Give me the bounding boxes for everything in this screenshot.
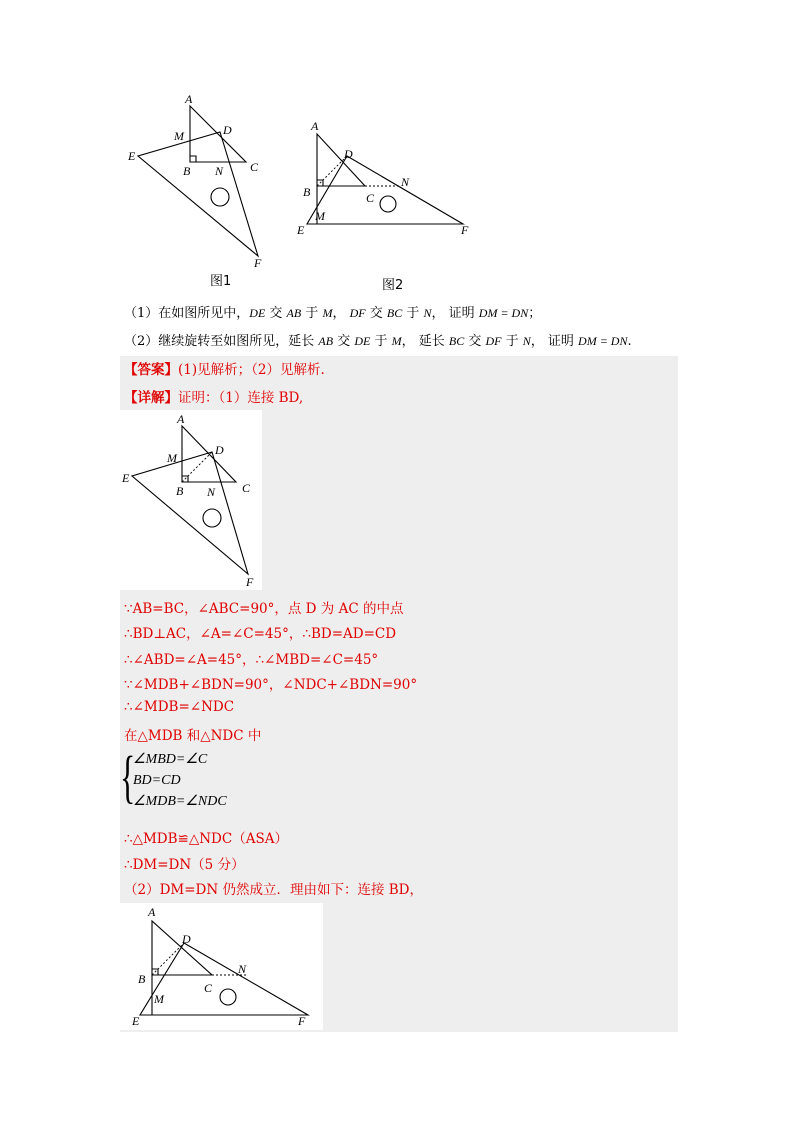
fig2-caption: 图2 [382, 278, 404, 293]
problem-q2: （2）继续旋转至如图所见，延长 AB 交 DE 于 M， 延长 BC 交 DF 于 N， 证明 DM = DN. [124, 334, 632, 349]
label-m: M [154, 992, 164, 1006]
answer-text: (1)见解析；（2）见解析. [178, 362, 325, 378]
proof-line-4: ∵∠MDB+∠BDN=90°，∠NDC+∠BDN=90° [124, 677, 418, 693]
condition-1: ∠MBD=∠C [133, 752, 208, 767]
proof-line-3: ∴∠ABD=∠A=45°，∴∠MBD=∠C=45° [124, 652, 379, 668]
proof-line-9: （2）DM=DN 仍然成立．理由如下：连接 BD， [124, 882, 424, 898]
label-m: M [174, 129, 184, 143]
label-n: N [401, 175, 410, 189]
label-c: C [242, 481, 251, 495]
condition-2: BD=CD [133, 773, 181, 788]
label-e: E [132, 1014, 140, 1028]
detail-intro-line [124, 386, 303, 406]
label-m: M [167, 451, 177, 465]
label-c: C [366, 191, 375, 205]
proof-line-8: ∴DM=DN（5 分） [124, 857, 245, 873]
proof-line-6: 在△MDB 和△NDC 中 [124, 728, 262, 744]
problem-q1: （1）在如图所见中，DE 交 AB 于 M， DF 交 BC 于 N， 证明 DM = DN； [124, 306, 542, 321]
label-a: A [177, 412, 185, 426]
figure-2 [295, 116, 480, 246]
proof-line-5: ∴∠MDB=∠NDC [124, 699, 235, 715]
label-d: D [344, 147, 353, 161]
label-b: B [138, 972, 146, 986]
label-m: M [315, 209, 325, 223]
label-f: F [298, 1014, 306, 1028]
answer-tag: 【答案】 [124, 362, 178, 378]
detail-intro: 证明：（1）连接 BD, [178, 390, 304, 406]
label-d: D [182, 932, 191, 946]
condition-3: ∠MDB=∠NDC [133, 794, 227, 809]
system-conditions [133, 749, 227, 812]
proof-line-2: ∴BD⊥AC，∠A=∠C=45°，∴BD=AD=CD [124, 626, 397, 642]
proof-line-1: ∵AB=BC，∠ABC=90°，点 D 为 AC 的中点 [124, 601, 404, 617]
label-e: E [128, 149, 136, 163]
label-n: N [215, 164, 224, 178]
detail-figure-1 [120, 410, 262, 590]
fig1-caption: 图1 [210, 274, 232, 289]
label-d: D [215, 443, 224, 457]
label-b: B [183, 164, 191, 178]
system-brace: { [120, 744, 136, 809]
label-f: F [461, 223, 469, 237]
label-a: A [185, 92, 193, 106]
label-b: B [176, 484, 184, 498]
label-e: E [122, 471, 130, 485]
detail-figure-2 [120, 903, 323, 1030]
label-a: A [311, 119, 319, 133]
label-c: C [250, 160, 259, 174]
label-n: N [238, 962, 247, 976]
label-f: F [246, 575, 254, 589]
label-a: A [148, 905, 156, 919]
label-f: F [254, 256, 262, 270]
label-e: E [297, 223, 305, 237]
label-b: B [303, 185, 311, 199]
figure-1 [128, 92, 278, 272]
label-n: N [207, 485, 216, 499]
label-c: C [204, 981, 213, 995]
answer-line [124, 358, 325, 378]
detail-tag: 【详解】 [124, 390, 178, 406]
proof-line-7: ∴△MDB≌△NDC（ASA） [124, 831, 288, 847]
label-d: D [223, 123, 232, 137]
